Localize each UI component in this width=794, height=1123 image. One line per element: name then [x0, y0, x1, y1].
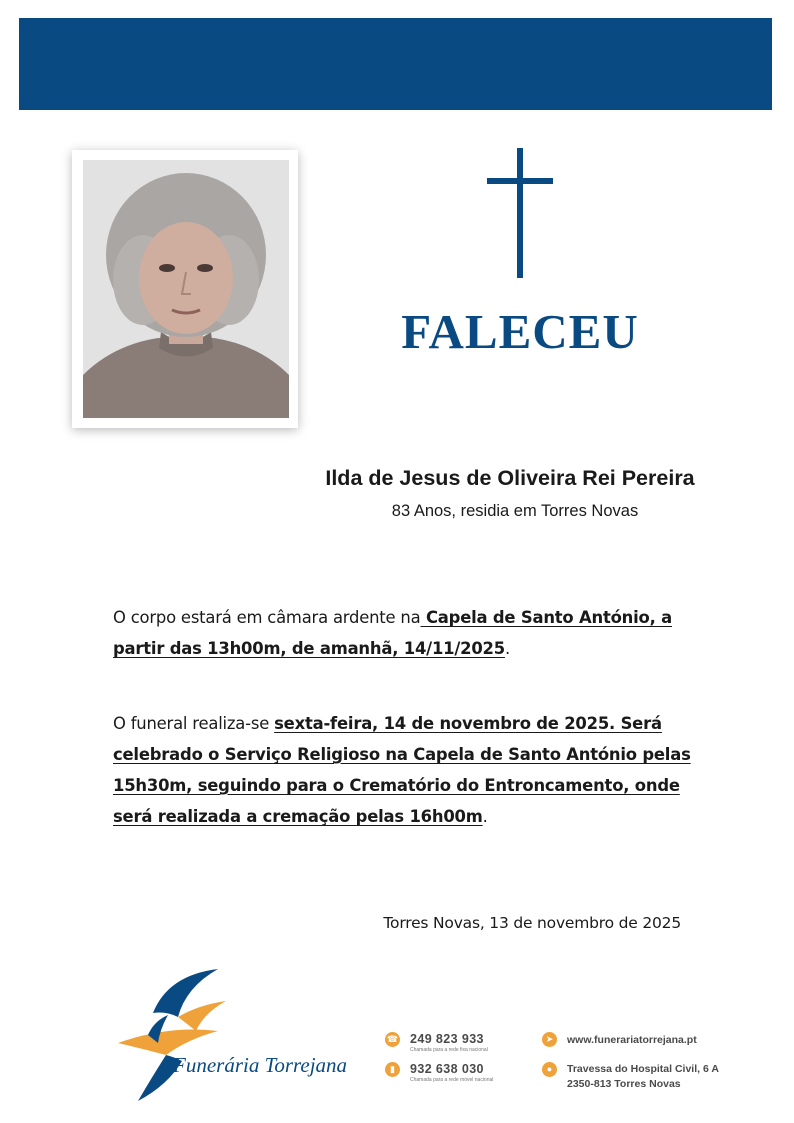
phone-1-number: 249 823 933 [410, 1032, 484, 1046]
funeral-intro: O funeral realiza-se [113, 714, 275, 733]
phone-2-number: 932 638 030 [410, 1062, 484, 1076]
header-banner [19, 18, 772, 110]
deceased-subtitle: 83 Anos, residia em Torres Novas [391, 502, 639, 520]
location-pin-icon: ● [542, 1062, 557, 1077]
funeral-end: . [482, 807, 488, 826]
mobile-icon: ▮ [385, 1062, 400, 1077]
globe-icon: ➤ [542, 1032, 557, 1047]
wake-intro: O corpo estará em câmara ardente na [113, 608, 421, 627]
wake-end: . [504, 639, 510, 658]
wake-details: Capela de Santo António, a partir das 13h00m, de amanhã, 14/11/2025 [113, 608, 672, 658]
wake-paragraph [113, 602, 703, 664]
phone-1-note: Chamada para a rede fixa nacional [410, 1047, 488, 1053]
website[interactable]: www.funerariatorrejana.pt [567, 1034, 697, 1046]
cross-icon [487, 148, 553, 278]
phone-icon: ☎ [385, 1032, 400, 1047]
brand-name: Funerária Torrejana [173, 1053, 348, 1077]
funeraria-logo-icon [108, 965, 333, 1105]
deceased-name: Ilda de Jesus de Oliveira Rei Pereira [325, 466, 695, 490]
address-line-1: Travessa do Hospital Civil, 6 A [567, 1063, 719, 1075]
dateline: Torres Novas, 13 de novembro de 2025 [383, 914, 681, 932]
funeral-details: sexta-feira, 14 de novembro de 2025. Será celebrado o Serviço Religioso na Capela de Santo António pelas 15h30m, seguindo para o Crematório do Entroncamento, onde será realizada a cremação pelas 16h00m [113, 714, 691, 826]
phone-2 [410, 1062, 493, 1083]
phone-1 [410, 1032, 488, 1053]
portrait-frame [72, 150, 298, 428]
address [567, 1062, 719, 1092]
funeral-paragraph [113, 708, 703, 832]
portrait-photo [83, 160, 289, 418]
address-line-2: 2350-813 Torres Novas [567, 1078, 681, 1090]
phone-2-note: Chamada para a rede móvel nacional [410, 1077, 494, 1083]
headline: FALECEU [401, 304, 639, 359]
